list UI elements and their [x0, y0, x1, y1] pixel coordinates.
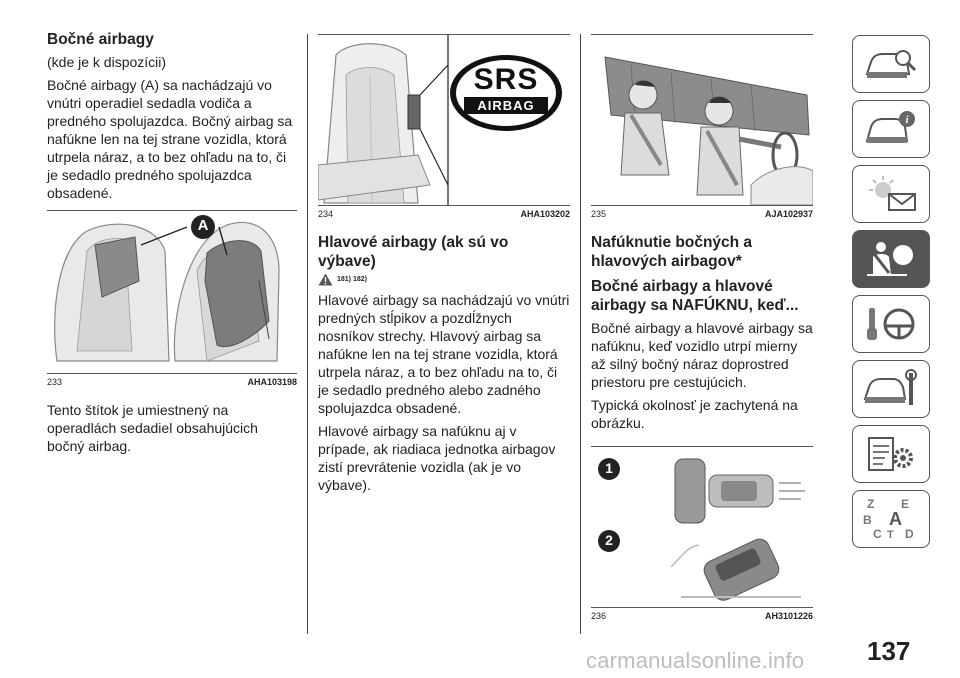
srs-badge-text: SRS	[473, 63, 539, 96]
figure-code: AHA103198	[247, 377, 297, 387]
tab-safety[interactable]	[852, 230, 930, 288]
car-search-icon	[863, 44, 919, 84]
alphabet-letter: T	[887, 529, 894, 541]
figure-code: AHA103202	[520, 209, 570, 219]
figure-236-caption	[591, 607, 813, 623]
tab-warning-lights[interactable]	[852, 165, 930, 223]
seat-illustration	[47, 211, 297, 373]
warning-references	[318, 273, 570, 286]
occupants-illustration	[591, 35, 813, 205]
column-2	[318, 30, 570, 499]
tab-safety-info[interactable]	[852, 100, 930, 158]
figure-235-occupants-curtain-airbag	[591, 35, 813, 205]
tab-starting-driving[interactable]	[852, 295, 930, 353]
figure-code: AJA102937	[764, 209, 813, 219]
alphabet-letter: B	[863, 513, 872, 527]
head-airbags-description: Hlavové airbagy sa nachádzajú vo vnútri predných stĺpikov a pozdĺžnych nosníkov strechy. Hlavový airbag sa nafúkne len na tej strane vozidla, ktorá utrpela náraz, a to bez ohľadu na to, či je sedadlo predného alebo zadného spolujazdca obsadené.	[318, 292, 570, 416]
figure-number: 236	[591, 611, 607, 621]
figure-233-caption	[47, 373, 297, 389]
scenario-marker-1: 1	[605, 460, 613, 476]
figure-235-caption	[591, 205, 813, 221]
side-airbags-heading: Bočné airbagy	[47, 31, 154, 48]
column-divider	[580, 34, 581, 634]
alphabet-index-icon	[863, 497, 919, 541]
inflation-heading: Nafúknutie bočných a hlavových airbagov*	[591, 234, 753, 270]
airbag-badge-text: AIRBAG	[477, 98, 535, 113]
figure-number: 235	[591, 209, 607, 219]
seat-label-illustration	[318, 35, 570, 205]
head-airbags-rollover: Hlavové airbagy sa nafúknu aj v prípade, ak riadiaca jednotka airbagov zistí prevrátenie vozidla (ak je vo výbave).	[318, 423, 556, 493]
page-number: 137	[867, 636, 911, 666]
label-location-text: Tento štítok je umiestnený na operadlách sedadiel obsahujúcich bočný airbag.	[47, 402, 258, 454]
watermark: carmanualsonline.info	[586, 648, 805, 673]
seatbelt-airbag-icon	[863, 239, 919, 279]
warning-reference-numbers: 181) 182)	[337, 276, 367, 283]
warning-triangle-icon	[318, 273, 333, 286]
side-airbags-availability: (kde je k dispozícii)	[47, 54, 167, 70]
head-airbags-heading: Hlavové airbagy (ak sú vo výbave)	[318, 234, 509, 270]
alphabet-letter: E	[901, 497, 910, 511]
tab-in-an-emergency[interactable]	[852, 360, 930, 418]
tab-servicing-maintenance[interactable]	[852, 425, 930, 483]
alphabet-letter: A	[889, 509, 902, 529]
car-wrench-icon	[863, 369, 919, 409]
alphabet-letter: Z	[867, 497, 875, 511]
tab-knowing-your-car[interactable]	[852, 35, 930, 93]
callout-label-a: A	[197, 217, 209, 234]
figure-code: AH3101226	[764, 611, 813, 621]
typical-circumstance-text: Typická okolnosť je zachytená na obrázku.	[591, 397, 798, 431]
car-info-icon	[863, 109, 919, 149]
figure-233-seat-side-airbag	[47, 211, 297, 373]
figure-number: 234	[318, 209, 334, 219]
tab-alphabetical-index[interactable]	[852, 490, 930, 548]
chapter-tabs	[852, 35, 933, 555]
figure-234-srs-label	[318, 35, 570, 205]
column-divider	[307, 34, 308, 634]
column-1	[47, 30, 297, 460]
inflation-subheading: Bočné airbagy a hlavové airbagy sa NAFÚKNU, keď...	[591, 278, 799, 314]
alphabet-letter: C	[873, 527, 882, 541]
impact-illustration	[591, 447, 813, 607]
figure-234-caption	[318, 205, 570, 221]
inflation-description: Bočné airbagy a hlavové airbagy sa nafúknu, keď vozidlo utrpí mierny až silný bočný náraz doprostred priestoru pre cestujúcich.	[591, 320, 813, 390]
svg-text:i: i	[905, 114, 909, 126]
warning-light-message-icon	[863, 174, 919, 214]
figure-236-impact-scenarios	[591, 447, 813, 607]
list-gear-icon	[863, 434, 919, 474]
side-airbags-description: Bočné airbagy (A) sa nachádzajú vo vnútri operadiel sedadla vodiča a predného spolujazdca. Bočný airbag sa nafúkne len na tej strane vozidla, ktorá utrpela náraz, a to bez ohľadu na to, či je sedadlo predného spolujazdca obsadené.	[47, 77, 293, 201]
figure-number: 233	[47, 377, 63, 387]
column-3	[591, 30, 813, 635]
scenario-marker-2: 2	[605, 532, 613, 548]
key-steering-wheel-icon	[863, 304, 919, 344]
alphabet-letter: D	[905, 527, 914, 541]
